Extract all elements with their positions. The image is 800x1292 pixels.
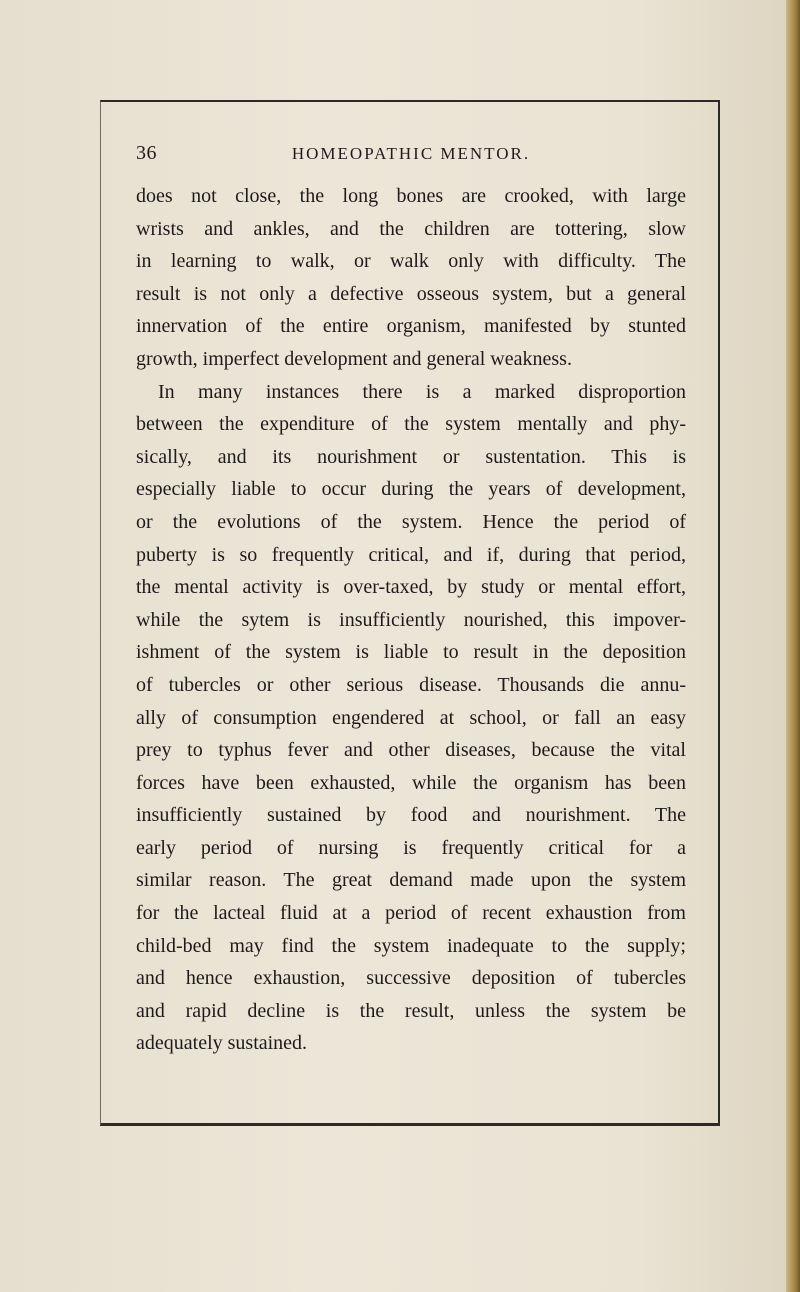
text-line: growth, imperfect development and general weakness. (136, 347, 572, 370)
text-line: wrists and ankles, and the children are tottering, slow (136, 217, 686, 240)
book-edge (786, 0, 800, 1292)
text-line: early period of nursing is frequently critical for a (136, 836, 686, 859)
text-line: the mental activity is over-taxed, by study or mental effort, (136, 576, 686, 599)
text-line: of tubercles or other serious disease. Thousands die annu- (136, 673, 686, 696)
text-line: and rapid decline is the result, unless the system be (136, 999, 686, 1022)
text-line: child-bed may find the system inadequate to the supply; (136, 934, 686, 957)
running-head: HOMEOPATHIC MENTOR. (291, 144, 531, 163)
text-line: and hence exhaustion, successive deposition of tubercles (136, 967, 686, 990)
page-number: 36 (136, 142, 157, 164)
text-line: ally of consumption engendered at school, or fall an easy (136, 706, 686, 729)
text-line: or the evolutions of the system. Hence the period of (136, 510, 686, 533)
text-line: does not close, the long bones are crooked, with large (136, 185, 686, 207)
text-line: forces have been exhausted, while the organism has been (136, 771, 686, 794)
text-line: adequately sustained. (136, 1032, 308, 1055)
text-line: for the lacteal fluid at a period of recent exhaustion from (136, 902, 686, 925)
text-line: innervation of the entire organism, manifested by stunted (136, 315, 686, 338)
page-header (136, 142, 686, 172)
body-text (136, 180, 686, 1060)
text-line: In many instances there is a marked disproportion (158, 380, 686, 403)
text-line: ishment of the system is liable to result in the deposition (136, 641, 686, 664)
text-line: especially liable to occur during the years of development, (136, 478, 686, 501)
text-line: result is not only a defective osseous system, but a general (136, 282, 686, 305)
text-line: while the sytem is insufficiently nourished, this impover- (136, 608, 686, 631)
text-line: prey to typhus fever and other diseases, because the vital (136, 739, 686, 762)
text-line: puberty is so frequently critical, and if, during that period, (136, 543, 686, 566)
text-line: insufficiently sustained by food and nourishment. The (136, 804, 686, 827)
text-line: similar reason. The great demand made upon the system (136, 869, 686, 892)
text-line: sically, and its nourishment or sustentation. This is (136, 445, 686, 468)
text-line: between the expenditure of the system mentally and phy- (136, 413, 686, 436)
text-line: in learning to walk, or walk only with difficulty. The (136, 250, 686, 273)
